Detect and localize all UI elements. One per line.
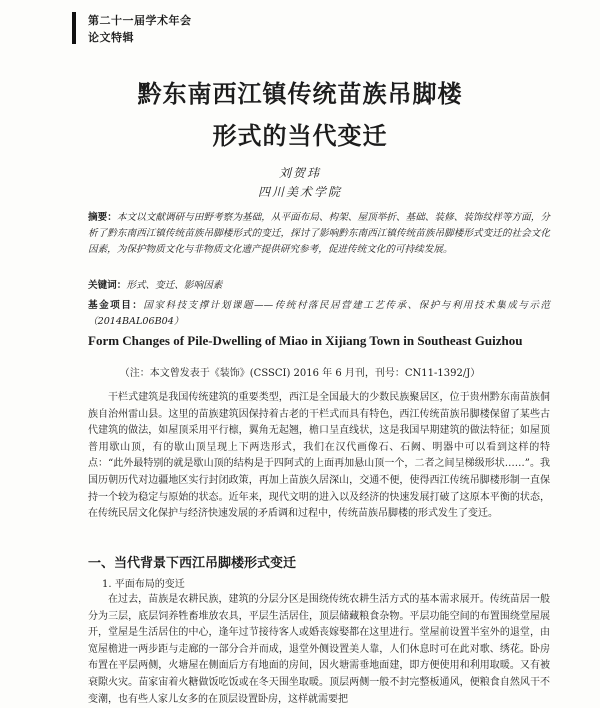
section-paragraph: 在过去，苗族是农耕民族，建筑的分层分区是围绕传统农耕生活方式的基本需求展开。传统苗居一般分为三层，底层饲养牲畜堆放农具，平层生活居住，顶层储藏粮食杂物。平层功能空间的布置围绕堂屋展开，堂屋是生活居住的中心，逢年过节接待客人或婚丧嫁娶都在这里进行。堂屋前设置半室外的退堂，由宽屋檐进一两步距与走廊的一部分合并而成，退堂外侧设置美人靠，人们休息时可在此对歌、绣花。卧房布置在平层两侧，火塘屋在侧面后方有地面的房间，因火塘需垂地面建，即方便使用和利用取暖。又有被衰隙火灾。苗家宙着火糖做饭吃饭或在冬天围坐取暖。顶层两侧一般不封完整板通风，便粮食自然风干不变潮，也有些人家儿女多的在顶层设置卧房，这样就需要把 xyxy=(88,594,550,705)
fund-label: 基金项目： xyxy=(88,300,144,311)
column-name: 论文特辑 xyxy=(88,31,134,44)
fund-project xyxy=(88,298,550,330)
abstract-text: 本文以文献调研与田野考察为基础，从平面布局、构架、屋顶举折、基础、装修、装饰纹样等方面，分析了黔东南西江镇传统苗族吊脚楼形式的变迁，探讨了影响黔东南西江镇传统苗族吊脚楼形式变迁的社会文化因素，为保护物质文化与非物质文化遗产提供研究参考，促进传统文化的可持续发展。 xyxy=(88,212,551,255)
section-heading: 一、当代背景下西江吊脚楼形式变迁 xyxy=(88,556,297,571)
keywords-label: 关键词： xyxy=(88,280,127,291)
intro-paragraph: 干栏式建筑是我国传统建筑的重要类型，西江是全国最大的少数民族聚居区，位于贵州黔东南苗族侗族自治州雷山县。这里的苗族建筑因保持着古老的干栏式而具有特色，西江传统苗族吊脚楼保留了某些古代建筑的做法，如屋顶采用平行檩，翼角无起翘，檐口呈直线状，这是我国早期建筑的做法特征；如屋顶普用歇山顶，有的歇山顶呈现上下两迭形式，我们在汉代画像石、石阙、明器中可以看到这样的特点：“此外最特别的就是歇山顶的结构是于四阿式的上面再加悬山顶一个，二者之间呈梯级形状……”。我国历朝历代对边疆地区实行封闭政策，再加上苗族久居深山，交通不便，使得西江传统吊脚楼形制一直保持一个较为稳定与原始的状态。近年来，现代文明的进入以及经济的快速发展打破了这原本平衡的状态，在传统民居文化保护与经济快速发展的矛盾调和过程中，传统苗族吊脚楼的形式发生了变迁。 xyxy=(88,392,550,520)
subsection-heading: 1. 平面布局的变迁 xyxy=(102,579,185,590)
paper-title-line1: 黔东南西江镇传统苗族吊脚楼 xyxy=(137,80,463,108)
keywords xyxy=(88,278,550,294)
journal-issue: 第二十一届学术年会 xyxy=(88,14,192,27)
paper-title-line2: 形式的当代变迁 xyxy=(212,122,388,150)
publication-note: （注：本文曾发表于《装饰》(CSSCI) 2016 年 6 月刊，刊号：CN11-1392/J） xyxy=(119,368,481,379)
author: 刘贺玮 xyxy=(278,166,321,180)
fund-text: 国家科技支撑计划课题——传统村落民居营建工艺传承、保护与利用技术集成与示范（2014BAL06B04） xyxy=(88,300,551,327)
affiliation: 四川美术学院 xyxy=(257,185,342,199)
keywords-text: 形式、变迁、影响因素 xyxy=(126,280,223,291)
english-title: Form Changes of Pile-Dwelling of Miao in Xijiang Town in Southeast Guizhou xyxy=(88,333,523,348)
abstract xyxy=(88,210,550,258)
abstract-label: 摘要： xyxy=(88,212,117,223)
header-accent-bar xyxy=(72,12,76,44)
